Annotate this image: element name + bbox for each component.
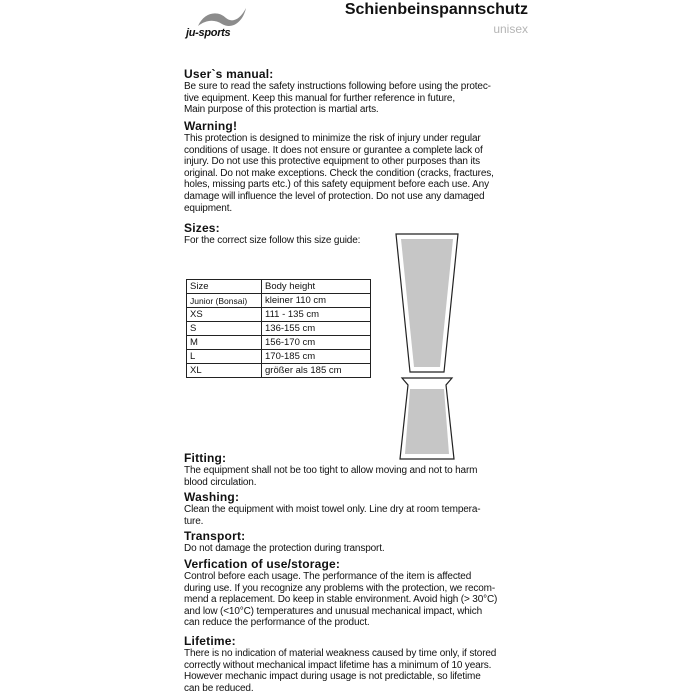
table-cell: L <box>187 350 262 364</box>
text-line: tive equipment. Keep this manual for further reference in future, <box>184 92 455 104</box>
warning-section <box>184 120 518 214</box>
fitting-heading: Fitting: <box>184 451 227 465</box>
text-line: Clean the equipment with moist towel only. Line dry at room tempera- <box>184 504 481 515</box>
text-line: blood circulation. <box>184 476 257 488</box>
table-cell: Junior (Bonsai) <box>187 294 262 308</box>
table-row <box>187 308 371 322</box>
washing-text <box>184 504 518 527</box>
text-line: Main purpose of this protection is martial arts. <box>184 104 379 116</box>
text-line: holes, missing parts etc.) of this safety equipment before each use. Any <box>184 179 489 191</box>
text-line: equipment. <box>184 202 232 214</box>
text-line: original. Do not make exceptions. Check the condition (cracks, fractures, <box>184 167 494 179</box>
table-cell: kleiner 110 cm <box>262 294 371 308</box>
product-subtitle: unisex <box>493 22 528 36</box>
table-cell: 170-185 cm <box>262 350 371 364</box>
fitting-section <box>184 452 518 488</box>
table-cell: XL <box>187 364 262 378</box>
lifetime-text <box>184 648 518 694</box>
product-title: Schienbeinspannschutz <box>344 1 528 18</box>
fitting-text <box>184 465 518 488</box>
text-line: The equipment shall not be too tight to allow moving and not to harm <box>184 465 478 476</box>
text-line: during use. If you recognize any problems with the protection, we recom- <box>184 582 496 594</box>
warning-heading: Warning! <box>184 119 238 133</box>
table-row <box>187 350 371 364</box>
text-line: injury. Do not use this protective equipment to other purposes than its <box>184 156 481 168</box>
verification-heading: Verfication of use/storage: <box>184 557 341 571</box>
text-line: conditions of usage. It does not ensure or gurantee a complete lack of <box>184 144 483 156</box>
text-line: There is no indication of material weakness caused by time only, if stored <box>184 648 497 659</box>
warning-text <box>184 133 518 214</box>
text-line: can be reduced. <box>184 682 254 694</box>
text-line: ture. <box>184 515 204 527</box>
table-cell: 136-155 cm <box>262 322 371 336</box>
transport-section <box>184 530 518 555</box>
sizes-heading: Sizes: <box>184 221 220 235</box>
manual-heading: User`s manual: <box>184 67 274 81</box>
washing-section <box>184 491 518 527</box>
table-row <box>187 322 371 336</box>
washing-heading: Washing: <box>184 490 240 504</box>
text-line: This protection is designed to minimize the risk of injury under regular <box>184 133 481 144</box>
text-line: mend a replacement. Do keep in stable environment. Avoid high (> 30°C) <box>184 594 498 606</box>
text-line: correctly without mechanical impact lifetime has a minimum of 10 years. <box>184 659 492 671</box>
text-line: Do not damage the protection during transport. <box>184 543 385 554</box>
size-table <box>186 279 371 378</box>
sizes-intro: For the correct size follow this size guide: <box>184 235 361 246</box>
text-line: damage will influence the level of protection. Do not use any damaged <box>184 190 485 202</box>
text-line: However mechanic impact during usage is not predictable, so lifetime <box>184 671 481 683</box>
shin-guard-diagram <box>394 232 460 462</box>
manual-text <box>184 81 518 116</box>
lifetime-section <box>184 635 518 694</box>
transport-text <box>184 543 518 555</box>
table-row <box>187 294 371 308</box>
table-cell: Body height <box>262 280 371 294</box>
shin-guard-upper-icon <box>396 234 458 372</box>
table-row <box>187 364 371 378</box>
text-line: can reduce the performance of the product. <box>184 617 370 629</box>
manual-section <box>184 68 518 116</box>
table-cell: 156-170 cm <box>262 336 371 350</box>
table-cell: Size <box>187 280 262 294</box>
verification-section <box>184 558 518 629</box>
table-cell: S <box>187 322 262 336</box>
text-line: Be sure to read the safety instructions following before using the protec- <box>184 81 491 92</box>
verification-text <box>184 571 518 629</box>
text-line: Control before each usage. The performance of the item is affected <box>184 571 472 582</box>
table-cell: M <box>187 336 262 350</box>
brand-logo <box>178 6 258 46</box>
shin-guard-foot-icon <box>400 378 454 459</box>
table-cell: XS <box>187 308 262 322</box>
brand-name: ju-sports <box>186 27 231 39</box>
sizes-section <box>184 222 384 247</box>
text-line: and low (<10°C) temperatures and unusual mechanical impact, which <box>184 605 483 617</box>
lifetime-heading: Lifetime: <box>184 634 236 648</box>
table-cell: größer als 185 cm <box>262 364 371 378</box>
table-cell: 111 - 135 cm <box>262 308 371 322</box>
transport-heading: Transport: <box>184 529 246 543</box>
table-row <box>187 280 371 294</box>
table-row <box>187 336 371 350</box>
